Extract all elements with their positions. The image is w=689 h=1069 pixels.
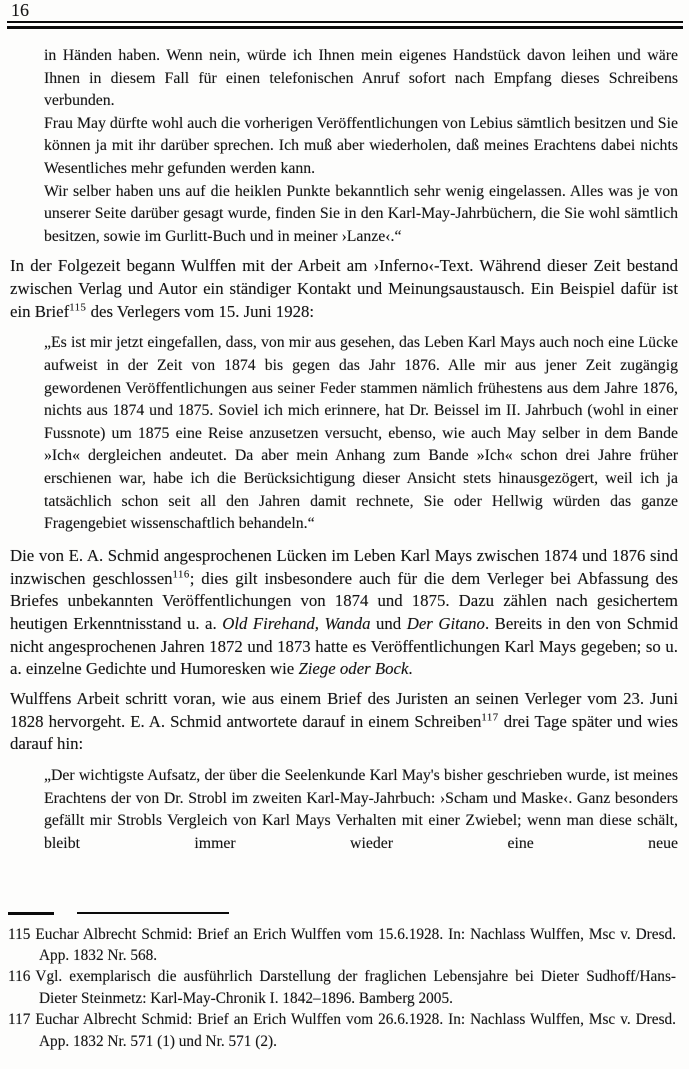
block-quote-paragraph (44, 113, 678, 181)
text-run: . (408, 659, 413, 679)
page-number: 16 (11, 0, 29, 20)
block-quote-paragraph (44, 765, 678, 855)
footnote (8, 924, 676, 967)
body-paragraph (10, 255, 678, 323)
footnote-reference: 117 (481, 711, 499, 724)
footnote (8, 1009, 676, 1052)
text-run: des Verlegers vom 15. Juni 1928: (86, 301, 315, 321)
footnote-reference: 116 (172, 567, 190, 580)
work-title-italic: Der Gitano (406, 613, 485, 633)
text-run: drei Tage später und wies darauf hin: (10, 711, 678, 754)
footnote-number: 117 (8, 1011, 31, 1029)
block-quote-paragraph (44, 45, 678, 113)
text-column (0, 29, 689, 865)
text-run: „Der wichtigste Aufsatz, der über die Seelenkunde Karl May's bisher geschrieben wurde, ist meines Erachtens der von Dr. Strobl im zweiten Karl-May-Jahrbuch: ›Scham und Maske‹. Ganz besonders gefällt mir Strobls Vergleich von Karl Mays Verhalten mit einer Zwiebel; wenn man diese schält, bleibt immer wieder eine neue (44, 767, 678, 852)
text-run: Wir selber haben uns auf die heiklen Punkte bekanntlich sehr wenig eingelassen. Alles was je von unserer Seite darüber gesagt wurde, finden Sie in den Karl-May-Jahrbüchern, die Sie wohl sämtlich besitzen, sowie im Gurlitt-Buch und in meiner ›Lanze‹.“ (44, 182, 678, 245)
footnote-number: 116 (8, 968, 31, 986)
footnote-separator-segment (77, 912, 229, 914)
work-title-italic: Old Firehand, (222, 613, 319, 633)
text-run: Die von E. A. Schmid angesprochenen Lücken im Leben Karl Mays zwischen 1874 und 1876 sind inzwischen geschlossen (10, 545, 678, 588)
text-run: und (370, 613, 407, 633)
text-run: Frau May dürfte wohl auch die vorherigen Veröffentlichungen von Lebius sämtlich besitzen und Sie können ja mit ihr darüber sprechen. Ich muß aber wiederholen, daß meines Erachtens dabei nichts Wesentliches mehr gefunden werden kann. (44, 114, 678, 177)
running-head (0, 0, 689, 29)
work-title-italic: Ziege oder Bock (298, 659, 409, 679)
text-run: „Es ist mir jetzt eingefallen, dass, von mir aus gesehen, das Leben Karl Mays auch noch eine Lücke aufweist in der Zeit von 1874 bis gegen das Jahr 1876. Alle mir aus jener Zeit zugängig gewordenen Veröffentlichungen aus seiner Feder stammen nämlich frühestens aus dem Jahre 1876, nichts aus 1874 und 1875. Soviel ich mich erinnere, hat Dr. Beissel im II. Jahrbuch (wohl in einer Fussnote) um 1875 eine Reise anzusetzen versucht, ebenso, wie auch May selber in dem Bande »Ich« dergleichen andeutet. Da aber mein Anhang zum Bande »Ich« schon drei Jahre früher erschienen war, habe ich die Berücksichtigung dieser Ansicht stets hinausgezögert, weil ich ja tatsächlich schon seit all den Jahren damit rechnete, Sie oder Hellwig würden das ganze Fragengebiet wissenschaftlich behandeln.“ (44, 334, 678, 533)
text-run: . Bereits in den von Schmid nicht angesprochenen Jahren 1872 und 1873 hatte es Veröffentlichungen Karl Mays gegeben; so u. a. einzelne Gedichte und Humoresken wie (10, 613, 678, 679)
work-title-italic: Wanda (324, 613, 371, 633)
footnote-text: Vgl. exemplarisch die ausführlich Darstellung der fraglichen Lebensjahre bei Dieter Sudhoff/Hans-Dieter Steinmetz: Karl-May-Chronik I. 1842–1896. Bamberg 2005. (35, 968, 676, 1007)
footnote-area (0, 912, 689, 1069)
footnote-number: 115 (8, 925, 31, 943)
text-run: in Händen haben. Wenn nein, würde ich Ihnen mein eigenes Handstück davon leihen und wäre Ihnen in diesem Fall für einen telefonischen Anruf sofort nach Empfang dieses Schreibens verbunden. (44, 47, 678, 110)
body-paragraph (10, 545, 678, 681)
body-paragraph (10, 688, 678, 756)
footnote-text: Euchar Albrecht Schmid: Brief an Erich Wulffen vom 15.6.1928. In: Nachlass Wulffen, Msc v. Dresd. App. 1832 Nr. 568. (35, 925, 676, 964)
footnote-separator (8, 912, 676, 915)
block-quote-paragraph (44, 332, 678, 535)
text-run: ; dies gilt insbesondere auch für die dem Verleger bei Abfassung des Briefes unbekannten Veröffentlichungen von 1874 und 1875. Dazu zählen nach gesichertem heutigen Erkenntnisstand u. a. (10, 568, 678, 633)
header-rule-thin (7, 21, 683, 23)
text-run: Wulffens Arbeit schritt voran, wie aus einem Brief des Juristen an seinen Verleger vom 23. Juni 1828 hervorgeht. E. A. Schmid antwortete darauf in einem Schreiben (10, 689, 678, 731)
block-quote-paragraph (44, 181, 678, 249)
footnote (8, 966, 676, 1009)
footnote-list (8, 924, 676, 1052)
text-run: In der Folgezeit begann Wulffen mit der Arbeit am ›Inferno‹-Text. Während dieser Zeit bestand zwischen Verlag und Autor ein ständiger Kontakt und Meinungsaustausch. Ein Beispiel dafür ist ein Brief (10, 256, 678, 321)
footnote-reference: 115 (69, 301, 87, 314)
footnote-text: Euchar Albrecht Schmid: Brief an Erich Wulffen vom 26.6.1928. In: Nachlass Wulffen, Msc v. Dresd. App. 1832 Nr. 571 (1) und Nr. 571 (2). (35, 1011, 676, 1050)
footnote-separator-segment (8, 912, 54, 915)
